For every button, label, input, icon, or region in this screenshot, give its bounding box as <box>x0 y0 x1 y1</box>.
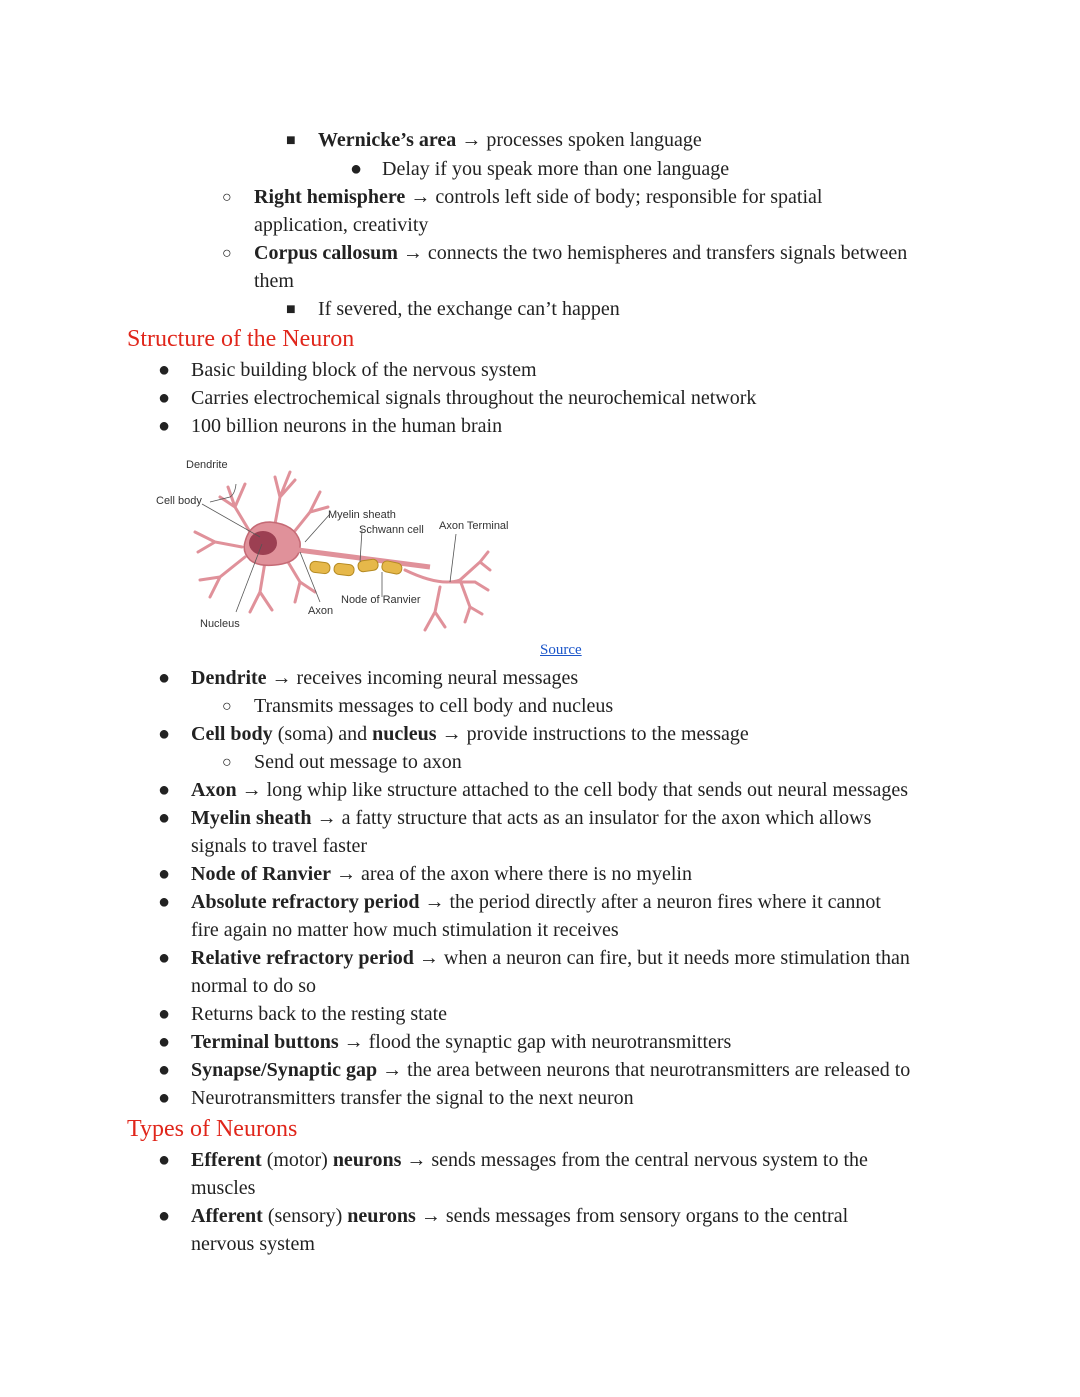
disc-bullet-icon: ● <box>158 1149 171 1171</box>
label-dendrite: Dendrite <box>186 459 228 471</box>
disc-bullet-icon: ● <box>158 359 171 381</box>
disc-bullet-icon: ● <box>158 387 171 409</box>
label-myelin-sheath: Myelin sheath <box>328 509 396 521</box>
disc-bullet-icon: ● <box>158 807 171 829</box>
disc-bullet-icon: ● <box>158 723 171 745</box>
disc-bullet-icon: ● <box>158 1003 171 1025</box>
disc-bullet-icon: ● <box>158 1031 171 1053</box>
document-page: ■ Wernicke’s area → processes spoken language ● Delay if you speak more than one language ○ Right hemisphere → controls left side of body; responsible for spatial application, creativity ○ Corpus callosum → connects the two hemispheres and transfers signals between them ■ If severed, the exchange can’t happen Structure of the Neuron ● Basic building block of the nervous system ● Carries electrochemical signals throughout the neurochemical network ● 100 billion neurons in the human brain Dendrite Cell body Nucleus Axon Myelin sheath Schwann cell Axon Terminal Node of Ranvier Source ● Dendrite → receives incoming neural messages ○ Transmits messages to cell body and nucleus ● Cell body (soma) and nucleus → provide instructions to the message ○ Send out message to axon ● Axon → long whip like structure attached to the cell body that sends out neural messages ● Myelin sheath → a fatty structure that acts as an insulator for the axon which allows signals to travel faster ● Node of Ranvier → area of the axon where there is no myelin ● Absolute refractory period → the period directly after a neuron fires where it cannot fire again no matter how much stimulation it receives ● Relative refractory period → when a neuron can fire, but it needs more stimulation than normal to do so ● Returns back to the resting state ● Terminal buttons → flood the synaptic gap with neurotransmitters ● Synapse/Synaptic gap → the area between neurons that neurotransmitters are released to ● Neurotransmitters transfer the signal to the next neuron Types of Neurons ● Efferent (motor) neurons → sends messages from the central nervous system to the muscles ● Afferent (sensory) neurons → sends messages from sensory organs to the central nervous system <box>127 129 911 1255</box>
square-bullet-icon: ■ <box>286 132 296 149</box>
disc-bullet-icon: ● <box>158 1087 171 1109</box>
circle-bullet-icon: ○ <box>222 189 232 206</box>
disc-bullet-icon: ● <box>158 667 171 689</box>
circle-bullet-icon: ○ <box>222 245 232 262</box>
label-axon: Axon <box>308 605 334 617</box>
source-link[interactable]: Source <box>540 642 582 658</box>
disc-bullet-icon: ● <box>158 779 171 801</box>
disc-bullet-icon: ● <box>158 415 171 437</box>
square-bullet-icon: ■ <box>286 301 296 318</box>
nucleus-shape <box>249 531 277 555</box>
section-heading-types: Types of Neurons <box>127 1116 298 1142</box>
label-schwann-cell: Schwann cell <box>359 524 424 536</box>
neuron-diagram <box>150 452 530 642</box>
label-nucleus: Nucleus <box>200 618 240 630</box>
disc-bullet-icon: ● <box>158 863 171 885</box>
disc-bullet-icon: ● <box>158 947 171 969</box>
label-cell-body: Cell body <box>156 495 202 507</box>
section-heading-structure: Structure of the Neuron <box>127 326 355 352</box>
circle-bullet-icon: ○ <box>222 698 232 715</box>
label-node-of-ranvier: Node of Ranvier <box>341 594 421 606</box>
disc-bullet-icon: ● <box>158 891 171 913</box>
label-axon-terminal: Axon Terminal <box>439 520 509 532</box>
circle-bullet-icon: ○ <box>222 754 232 771</box>
disc-bullet-icon: ● <box>158 1205 171 1227</box>
disc-bullet-icon: ● <box>158 1059 171 1081</box>
disc-bullet-icon: ● <box>350 158 363 180</box>
myelin-segments <box>309 559 402 577</box>
